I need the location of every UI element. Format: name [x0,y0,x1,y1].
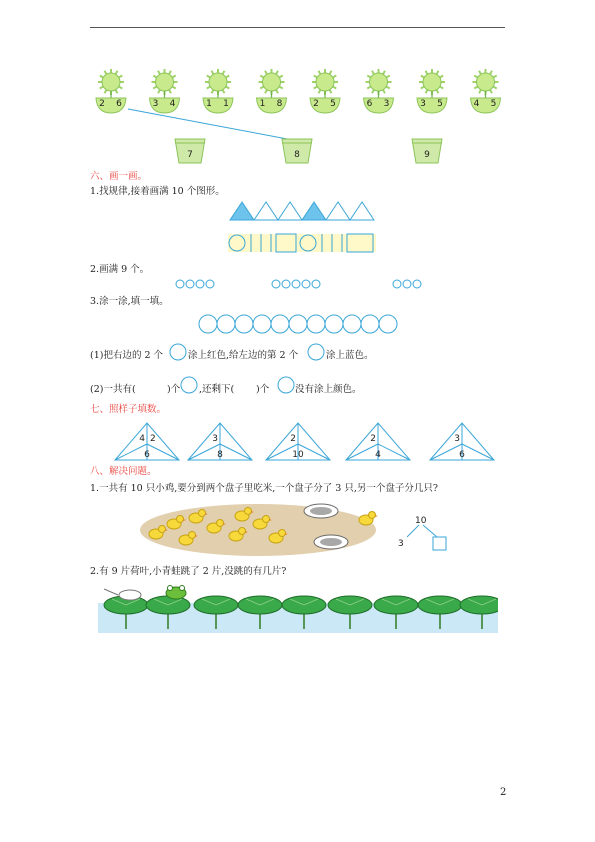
problem2-text: 2.有 9 片荷叶,小青蛙跳了 2 片,没跳的有几片? [90,566,287,577]
q3-1-part-c: 涂上蓝色。 [326,350,374,361]
rice-plate [314,535,348,549]
q3-2-part-b: )个 [167,384,181,395]
number-triangle-4 [346,423,410,460]
flower-right-number: 4 [169,99,176,109]
triangle-bottom-number: 8 [217,450,223,460]
flower-left-number: 6 [366,99,373,109]
number-triangle-3 [266,423,330,460]
number-triangle-2 [188,423,252,460]
section8-title: 八、解决问题。 [90,466,157,477]
number-bond [395,512,465,557]
flower-right-number: 8 [276,99,283,109]
q3-2-part-a: (2)一共有( [90,384,136,395]
flower-right-number: 5 [490,99,497,109]
lotus-pond-illustration [98,583,498,633]
triangle-bottom-number: 4 [375,450,381,460]
q3-2-part-e: 没有涂上颜色。 [295,384,362,395]
q3-1-part-a: (1)把右边的 2 个 [90,350,164,361]
flower-left-number: 1 [206,99,212,109]
flower-right-number: 5 [330,99,336,109]
section7-title: 七、照样子填数。 [90,404,167,415]
flower-left-number: 4 [473,99,480,109]
bond-left: 3 [398,539,404,549]
triangle-bottom-number: 6 [144,450,150,460]
number-triangle-1 [115,423,179,460]
pot-number: 8 [294,150,300,160]
triangle-bottom-number: 6 [459,450,465,460]
q2-text: 2.画满 9 个。 [90,264,150,275]
section6-title: 六、画一画。 [90,171,148,182]
flower-right-number: 6 [116,99,122,109]
problem1-text: 1.一共有 10 只小鸡,要分到两个盘子里吃米,一个盘子分了 3 只,另一个盘子分几只? [90,483,438,494]
flower-right-number: 5 [437,99,443,109]
frog-icon [166,586,186,600]
rice-plate [304,504,338,518]
flower-left-number: 2 [99,99,105,109]
chick-icon [359,512,378,526]
page-number: 2 [500,787,507,798]
q3-text: 3.涂一涂,填一填。 [90,296,169,307]
bird-icon [104,589,141,600]
pot-number: 7 [187,150,193,160]
triangle-top-number: 3 [454,434,460,444]
number-triangle-5 [430,423,494,460]
flower-right-number: 1 [223,99,229,109]
triangle-right-number: 2 [150,434,156,444]
flower-left-number: 1 [259,99,266,109]
triangle-top-number: 3 [212,434,218,444]
q3-2-part-d: )个 [256,384,270,395]
flower-left-number: 3 [420,99,426,109]
triangle-top-number: 4 [139,434,145,444]
flower-left-number: 2 [313,99,319,109]
triangle-top-number: 2 [370,434,376,444]
triangle-top-number: 2 [290,434,296,444]
pot-number: 9 [424,150,430,160]
q1-text: 1.找规律,接着画满 10 个图形。 [90,186,225,197]
answer-box [433,537,446,550]
flower-left-number: 3 [152,99,159,109]
bond-top: 10 [415,516,427,526]
q3-2-part-c: ,还剩下( [199,384,235,395]
triangle-bottom-number: 10 [292,450,304,460]
q3-1-part-b: 涂上红色,给左边的第 2 个 [188,350,299,361]
flower-right-number: 3 [383,99,390,109]
